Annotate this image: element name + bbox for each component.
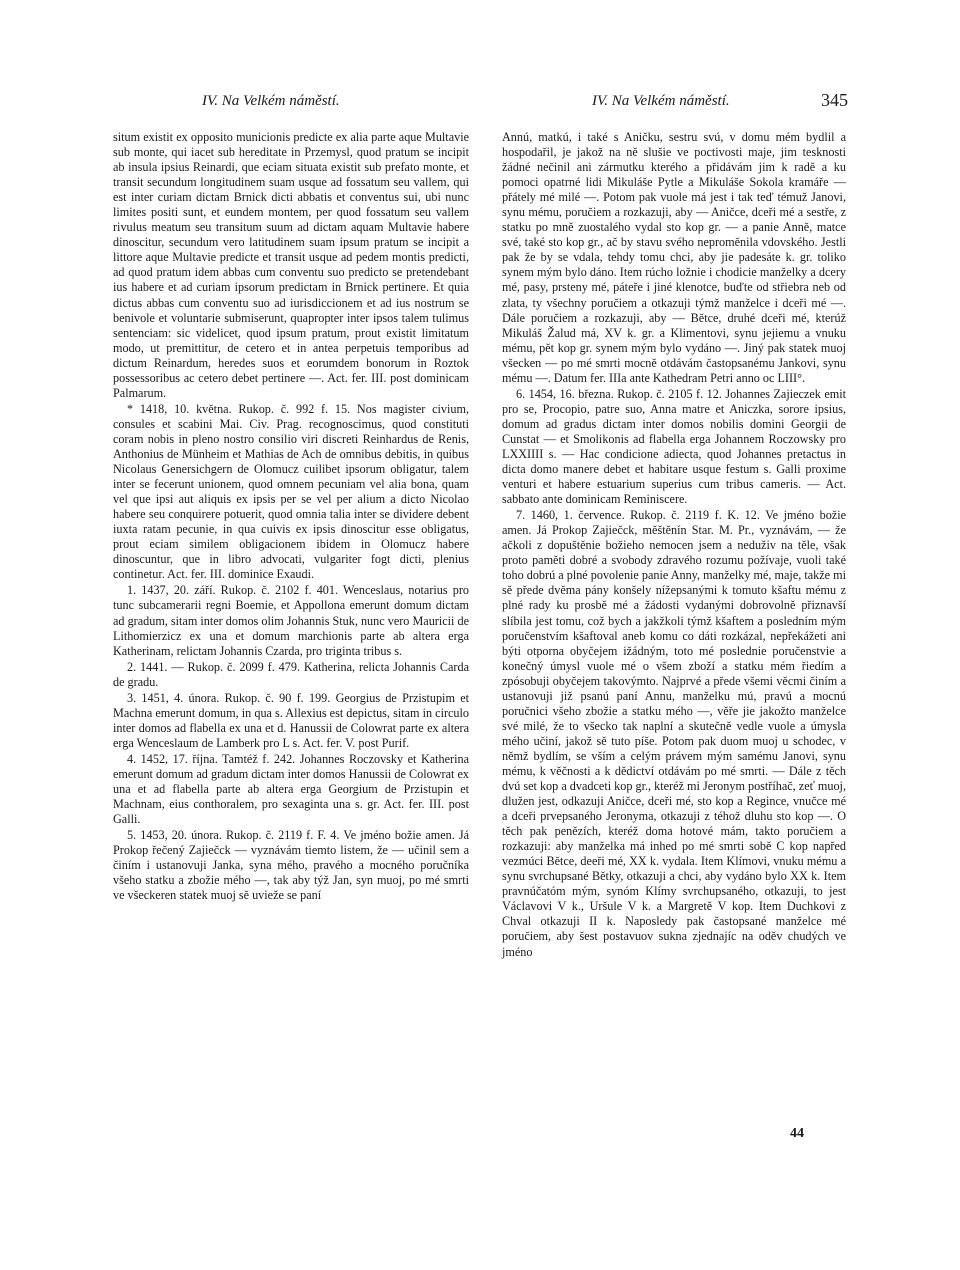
paragraph: Annú, matkú, i také s Aničku, sestru svú, v domu mém bydlil a hospodařil, je jakož na ně slušie ve poctivosti maje, jim tesknosti žádné nečinil ani zármutku kterého a přidávám jim k radě a ku pomoci opatrné lidi Mikuláše Pytle a Mikuláše Sokola kramáře — přátely mé milé —. Potom pak vuole má jest i tak teď témuž Janovi, synu mému, poručiem a rozkazuji, aby — Aničce, dceři mé a sestře, z statku po mně zuostalého vydal sto kop gr. — a panie Anně, matce své, také sto kop gr., ač by stavu svého neproměnila vdovského. Jestli pak že by se vdala, tehdy tomu chci, aby jie padesáte k. gr. toliko synem mým bylo dáno. Item rúcho ložnie i chodicie manželky a dcery mé, pasy, prsteny mé, páteře i jiné klenotce, buďte od střiebra neb od zlata, ty všechny poručiem a otkazuji týmž manželce i dceři mé —. Dále poručiem a rozkazuji, aby — Bětce, druhé dceři mé, kterúž Mikuláš Žalud má, XV k. gr. a Klimentovi, synu jejiemu a vnuku mému, pět kop gr. synem mým bylo vydáno —. Jiný pak statek muoj všecken — po mé smrti mocně otdávám častopsanému Jankovi, synu mému —. Datum fer. IIIa ante Kathedram Petri anno oc LIII°.	[502, 130, 846, 385]
paragraph: * 1418, 10. května. Rukop. č. 992 f. 15. Nos magister civium, consules et scabini Mai. Civ. Prag. recognoscimus, quod constituti coram nobis in pleno nostro consilio viri discreti Reinhardus de Renis, Anthonius de Münheim et Mathias de Ach de omnibus debitis, in quibus Nicolaus Genersichgern de Olomucz cuilibet ipsorum obligatur, talem inter se fecerunt unionem, quod omnem pecuniam vel alia bona, quam vel que ipsi aut aliquis ex ipsis per se vel per alium a dicto Nicolao habere seu conquirere potuerit, quod omnia talia inter se dividere debent iuxta ratam pecunie, in qua cuivis ex ipsis dinoscitur esse obligatus, prout eciam similem obligacionem ibidem in Olomucz habere dinoscuntur, que in libro advocati, vulgariter fogt dicti, plenius continetur. Act. fer. III. dominice Exaudi.	[113, 401, 469, 582]
signature-mark: 44	[790, 1126, 804, 1141]
left-column	[113, 130, 469, 903]
running-head-left: IV. Na Velkém náměstí.	[202, 93, 340, 109]
paragraph: 4. 1452, 17. října. Tamtéž f. 242. Johannes Roczovsky et Katherina emerunt domum ad gradum dictam inter domos Hanussii de Colowrat ex una et ad flabella parte ab altera erga Georgium de Przistupin et Machnam, eius conthoralem, pro sexaginta una s. gr. Act. fer. III. post Galli.	[113, 751, 469, 827]
paragraph: 2. 1441. — Rukop. č. 2099 f. 479. Katherina, relicta Johannis Carda de gradu.	[113, 659, 469, 689]
running-head-right: IV. Na Velkém náměstí.	[592, 93, 730, 109]
paragraph: 7. 1460, 1. července. Rukop. č. 2119 f. K. 12. Ve jméno božie amen. Já Prokop Zajiečck, měštěnín Star. M. Pr., vyznávám, — že ačkoli z dopuštěnie božieho nemocen jsem a neduživ na těle, však proto paměti dobré a svobody zdravého rozumu požívaje, vuoli také toho dobrú a plné povolenie panie Anny, manželky mé, maje, takže mi sě přede dvěma pány konšely nížepsanými k tomuto kšaftu mému z plné rady ku prosbě mé a žádosti vydanými dobrovolně přiznavší slíbila jest tomu, což bych a jakžkoli týmž kšaftem a posledním mým poručenstvím kšaftoval aneb komu co dáti rozkázal, nepřekážeti ani býti otporna obyčejem ižádným, toto mé poslednie poručenstvie a konečný úmysl vuole mé o všem zboží a statku mém řiedím a zpósobuji obyčejem takovýmto. Najprvé a přede všemi věcmi činím a ustanovuji již psanú paní Annu, manželku mú, pravú a mocnú poručnici všeho zbožie a statku mého —, věře jie jakožto manželce své milé, že to všecko tak naplní a skutečně vedle vuole a úmysla mého učiní, jakož sě tuto píše. Potom pak duom muoj u schodec, v němž bydlím, se vším a celým právem mým samému Janovi, synu mému, k věčnosti a k dědictví otdávám po mé smrti. — Dále z těch dvú set kop a dvadceti kop gr., kteréž mi Jeronym postříhač, zeť muoj, dlužen jest, odkazuji Aničce, dceři mé, sto kop a Regince, vnučce mé a dceři prvepsaného Jeronyma, otkazuji z téhož dluhu sto kop —. O těch pak penězích, kteréž doma hotové mám, takto poručiem a rozkazuji: aby manželka má inhed po mé smrti sobě C kop napřed vezmúci Bětce, deeři mé, XX k. vydala. Item Klímovi, vnuku mému a synu svrchupsané Bětky, otkazuji a chci, aby vydáno bylo XX k. Item pravnúčatóm mým, synóm Klímy svrchupsaného, otkazuji, to jest Václavovi V k., Uršule V k. a Margretě V kop. Item Duchkovi z Chval otkazuji II k. Naposledy pak častopsané manželce mé poručiem, aby šest postavuov sukna zjednajíc na oděv chudých ve jméno	[502, 508, 846, 959]
page-number: 345	[821, 90, 848, 110]
paragraph: 6. 1454, 16. března. Rukop. č. 2105 f. 12. Johannes Zajieczek emit pro se, Procopio, patre suo, Anna matre et Aniczka, sorore ipsius, domum ad gradus dictam inter domos nobilis domini Georgii de Cunstat — et Smolikonis ad flabella erga Johannem Roczowsky pro LXXIIII s. — Hac condicione adiecta, quod Johannes pretactus in dicta domo manere debet et habitare usque festum s. Galli proxime venturi et habere estuarium superius cum tribus cameris. — Act. sabbato ante dominicam Reminiscere.	[502, 386, 846, 507]
paragraph: 3. 1451, 4. února. Rukop. č. 90 f. 199. Georgius de Przistupim et Machna emerunt domum, in qua s. Allexius est depictus, sitam in circulo inter domos ad flabella ex una et d. Hanussii de Colowrat parte ex altera erga Wenceslaum de Lamberk pro L s. Act. fer. V. post Purif.	[113, 690, 469, 750]
paragraph: 5. 1453, 20. února. Rukop. č. 2119 f. F. 4. Ve jméno božie amen. Já Prokop řečený Zajiečck — vyznávám tiemto listem, že — učinil sem a činím i ustanovuji Janka, syna mého, pravého a mocného poručníka všeho statku a zbožie mého —, tak aby týž Jan, syn muoj, po mé smrti ve všeckeren statek muoj sě uvieže se paní	[113, 828, 469, 903]
paragraph: situm existit ex opposito municionis predicte ex alia parte aque Multavie sub monte, qui iacet sub hereditate in Przemysl, quod pratum se incipit ab insula ipsius Reinardi, que eciam situata existit sub prefato monte, et transit secundum longitudinem suam usque ad fossatum seu vallem, qui est inter curiam dictam Brnick dicti abbatis et conventus sui, ubi nunc limites positi sunt, et eundem montem, per quod fossatum seu vallem rivulus meatum seu transitum suum ad dictam aquam Multavie habere dinoscitur, secundum vero latitudinem suam ipsum pratum se incipit a littore aque Multavie predicte et transit usque ad pedem montis predicti, ad quod pratum idem abbas cum conventu suo predicto se pretendebant ius habere et ad curiam ipsorum predictam in Brnick pertinere. Et quia dictus abbas cum conventu suo ad iurisdiccionem et ad ius nostrum se benivole et voluntarie submiserunt, quapropter inter ipsos talem tulimus sentenciam: sic videlicet, quod ipsum pratum, prout existit limitatum modo, ut premittitur, de cetero et in antea perpetuis temporibus ad dictum Reinardum, heredes suos et eorumdem bonorum in Roztok possessoribus ac cetero debet pertinere —. Act. fer. III. post dominicam Palmarum.	[113, 130, 469, 400]
right-column	[502, 130, 846, 960]
paragraph: 1. 1437, 20. září. Rukop. č. 2102 f. 401. Wenceslaus, notarius pro tunc subcamerarii regni Boemie, et Appollona emerunt domum dictam ad gradum, sitam inter domos olim Johannis Stuk, nunc vero Mauricii de Lithomierzicz ex una et domum marchionis parte ab altera erga Katherinam, relictam Johannis Czarda, pro triginta tribus s.	[113, 583, 469, 658]
